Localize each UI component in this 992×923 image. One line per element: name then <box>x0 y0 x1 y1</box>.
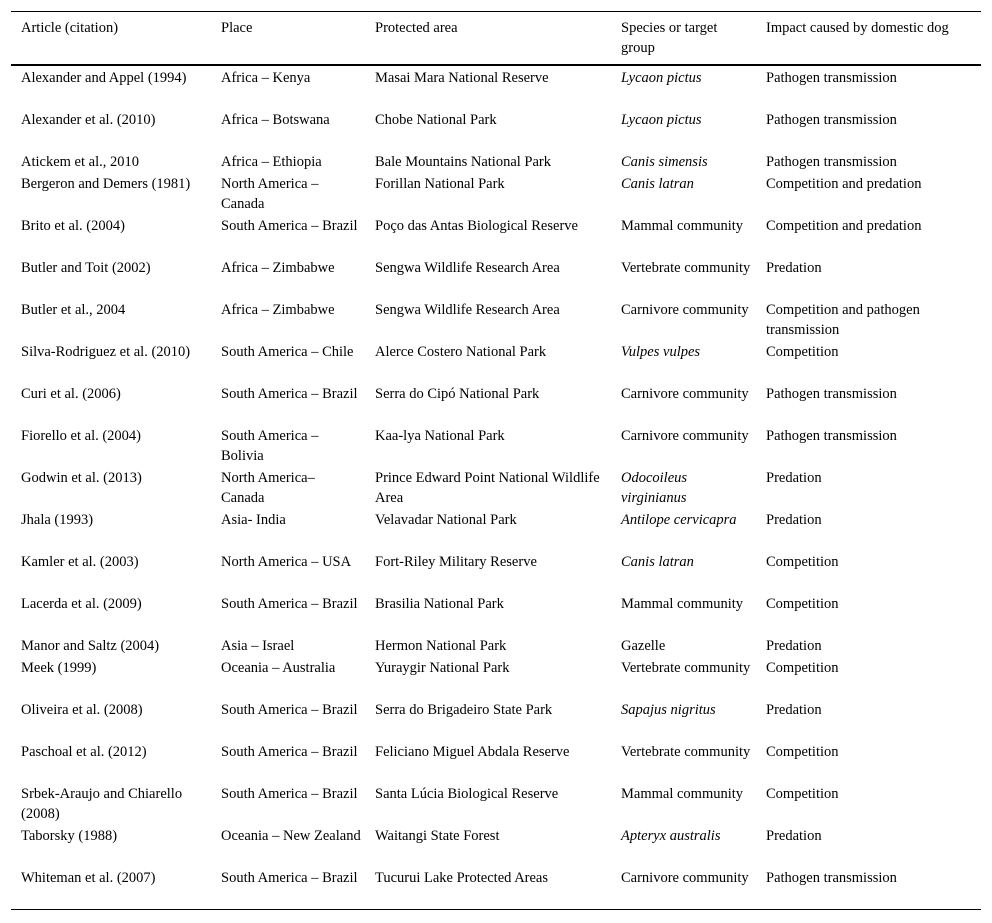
cell-place: South America – Brazil <box>221 786 358 802</box>
table-row <box>11 657 981 699</box>
cell-species: Vertebrate community <box>621 744 751 760</box>
cell-citation: Manor and Saltz (2004) <box>21 638 160 654</box>
cell-protected-area: Alerce Costero National Park <box>375 344 547 360</box>
cell-impact: Pathogen transmission <box>766 428 897 444</box>
cell-impact: Competition and predation <box>766 176 922 192</box>
cell-place: South America – Brazil <box>221 744 358 760</box>
cell-citation: Jhala (1993) <box>21 512 94 528</box>
cell-impact: Competition <box>766 744 839 760</box>
cell-protected-area: Sengwa Wildlife Research Area <box>375 302 560 318</box>
table-row <box>11 151 981 173</box>
cell-species: Lycaon pictus <box>621 70 702 86</box>
cell-citation: Alexander et al. (2010) <box>21 112 156 128</box>
table-row <box>11 425 981 467</box>
cell-protected-area: Hermon National Park <box>375 638 507 654</box>
cell-citation: Meek (1999) <box>21 660 97 676</box>
cell-species: Sapajus nigritus <box>621 702 716 718</box>
cell-citation: Godwin et al. (2013) <box>21 470 142 486</box>
header-impact: Impact caused by domestic dog <box>766 20 949 36</box>
cell-species: Mammal community <box>621 786 744 802</box>
header-row <box>11 12 981 66</box>
table-row <box>11 741 981 783</box>
cell-citation: Paschoal et al. (2012) <box>21 744 147 760</box>
cell-place: Oceania – Australia <box>221 660 336 676</box>
cell-species: Canis latran <box>621 554 694 570</box>
cell-impact: Pathogen transmission <box>766 154 897 170</box>
dog-impact-table-container <box>11 11 981 910</box>
cell-citation: Bergeron and Demers (1981) <box>21 176 191 192</box>
cell-place: South America – Chile <box>221 344 354 360</box>
header-citation: Article (citation) <box>21 20 119 36</box>
cell-citation: Lacerda et al. (2009) <box>21 596 142 612</box>
cell-species: Mammal community <box>621 218 744 234</box>
cell-citation: Silva-Rodriguez et al. (2010) <box>21 344 191 360</box>
cell-species: Mammal community <box>621 596 744 612</box>
cell-protected-area: Poço das Antas Biological Reserve <box>375 218 578 234</box>
cell-citation: Fiorello et al. (2004) <box>21 428 142 444</box>
table-row <box>11 551 981 593</box>
table-row <box>11 867 981 910</box>
cell-protected-area: Yuraygir National Park <box>375 660 510 676</box>
table-row <box>11 215 981 257</box>
header-protected-area: Protected area <box>375 20 458 36</box>
cell-place: Asia – Israel <box>221 638 295 654</box>
cell-protected-area: Chobe National Park <box>375 112 497 128</box>
table-row <box>11 341 981 383</box>
cell-protected-area: Serra do Cipó National Park <box>375 386 540 402</box>
cell-species: Carnivore community <box>621 428 749 444</box>
cell-impact: Competition and predation <box>766 218 922 234</box>
cell-place: Africa – Zimbabwe <box>221 260 335 276</box>
cell-impact: Competition <box>766 554 839 570</box>
cell-place: Oceania – New Zealand <box>221 828 361 844</box>
table-row <box>11 383 981 425</box>
cell-place: Africa – Botswana <box>221 112 330 128</box>
dog-impact-table <box>11 11 981 910</box>
cell-protected-area: Masai Mara National Reserve <box>375 70 549 86</box>
table-row <box>11 299 981 341</box>
cell-citation: Curi et al. (2006) <box>21 386 121 402</box>
cell-citation: Butler and Toit (2002) <box>21 260 151 276</box>
cell-place: Africa – Zimbabwe <box>221 302 335 318</box>
cell-protected-area: Prince Edward Point National Wildlife Area <box>375 470 600 506</box>
cell-place: South America – Brazil <box>221 386 358 402</box>
cell-citation: Alexander and Appel (1994) <box>21 70 187 86</box>
cell-protected-area: Serra do Brigadeiro State Park <box>375 702 553 718</box>
cell-species: Vertebrate community <box>621 660 751 676</box>
header-species: Species or target group <box>621 20 718 56</box>
cell-impact: Pathogen transmission <box>766 870 897 886</box>
cell-species: Antilope cervicapra <box>621 512 737 528</box>
cell-impact: Predation <box>766 260 822 276</box>
cell-impact: Pathogen transmission <box>766 112 897 128</box>
cell-protected-area: Brasilia National Park <box>375 596 504 612</box>
cell-place: North America – USA <box>221 554 352 570</box>
cell-protected-area: Velavadar National Park <box>375 512 517 528</box>
cell-species: Canis simensis <box>621 154 708 170</box>
cell-impact: Predation <box>766 702 822 718</box>
table-row <box>11 173 981 215</box>
cell-impact: Predation <box>766 638 822 654</box>
cell-place: Asia- India <box>221 512 286 528</box>
cell-species: Lycaon pictus <box>621 112 702 128</box>
cell-place: South America – Brazil <box>221 596 358 612</box>
cell-place: Africa – Kenya <box>221 70 311 86</box>
cell-place: South America – Brazil <box>221 702 358 718</box>
cell-citation: Brito et al. (2004) <box>21 218 125 234</box>
table-row <box>11 699 981 741</box>
cell-species: Carnivore community <box>621 386 749 402</box>
cell-species: Carnivore community <box>621 302 749 318</box>
cell-impact: Predation <box>766 512 822 528</box>
header-place: Place <box>221 20 253 36</box>
cell-species: Vulpes vulpes <box>621 344 701 360</box>
cell-impact: Competition and pathogen transmission <box>766 302 920 338</box>
table-row <box>11 467 981 509</box>
cell-species: Odocoileus virginianus <box>621 470 688 506</box>
cell-place: Africa – Ethiopia <box>221 154 322 170</box>
cell-species: Carnivore community <box>621 870 749 886</box>
table-row <box>11 257 981 299</box>
cell-protected-area: Kaa-lya National Park <box>375 428 505 444</box>
cell-citation: Oliveira et al. (2008) <box>21 702 143 718</box>
cell-place: South America – Brazil <box>221 218 358 234</box>
cell-species: Apteryx australis <box>621 828 721 844</box>
cell-citation: Whiteman et al. (2007) <box>21 870 156 886</box>
cell-impact: Competition <box>766 660 839 676</box>
cell-impact: Predation <box>766 470 822 486</box>
cell-impact: Pathogen transmission <box>766 386 897 402</box>
table-row <box>11 109 981 151</box>
table-row <box>11 593 981 635</box>
cell-place: North America– Canada <box>221 470 315 506</box>
cell-protected-area: Santa Lúcia Biological Reserve <box>375 786 559 802</box>
cell-impact: Predation <box>766 828 822 844</box>
cell-citation: Butler et al., 2004 <box>21 302 126 318</box>
cell-place: North America – Canada <box>221 176 319 212</box>
cell-species: Canis latran <box>621 176 694 192</box>
cell-species: Vertebrate community <box>621 260 751 276</box>
table-row <box>11 783 981 825</box>
cell-protected-area: Forillan National Park <box>375 176 505 192</box>
cell-citation: Atickem et al., 2010 <box>21 154 139 170</box>
cell-protected-area: Bale Mountains National Park <box>375 154 551 170</box>
cell-place: South America – Brazil <box>221 870 358 886</box>
cell-protected-area: Waitangi State Forest <box>375 828 500 844</box>
table-row <box>11 825 981 867</box>
cell-impact: Pathogen transmission <box>766 70 897 86</box>
cell-citation: Srbek-Araujo and Chiarello (2008) <box>21 786 183 822</box>
table-header <box>11 12 981 66</box>
cell-citation: Kamler et al. (2003) <box>21 554 139 570</box>
table-row <box>11 635 981 657</box>
cell-impact: Competition <box>766 596 839 612</box>
table-row <box>11 65 981 109</box>
cell-protected-area: Tucurui Lake Protected Areas <box>375 870 549 886</box>
table-row <box>11 509 981 551</box>
cell-impact: Competition <box>766 344 839 360</box>
cell-protected-area: Fort-Riley Military Reserve <box>375 554 537 570</box>
table-body <box>11 65 981 910</box>
cell-citation: Taborsky (1988) <box>21 828 118 844</box>
cell-species: Gazelle <box>621 638 666 654</box>
cell-protected-area: Sengwa Wildlife Research Area <box>375 260 560 276</box>
cell-protected-area: Feliciano Miguel Abdala Reserve <box>375 744 570 760</box>
cell-impact: Competition <box>766 786 839 802</box>
cell-place: South America – Bolivia <box>221 428 319 464</box>
